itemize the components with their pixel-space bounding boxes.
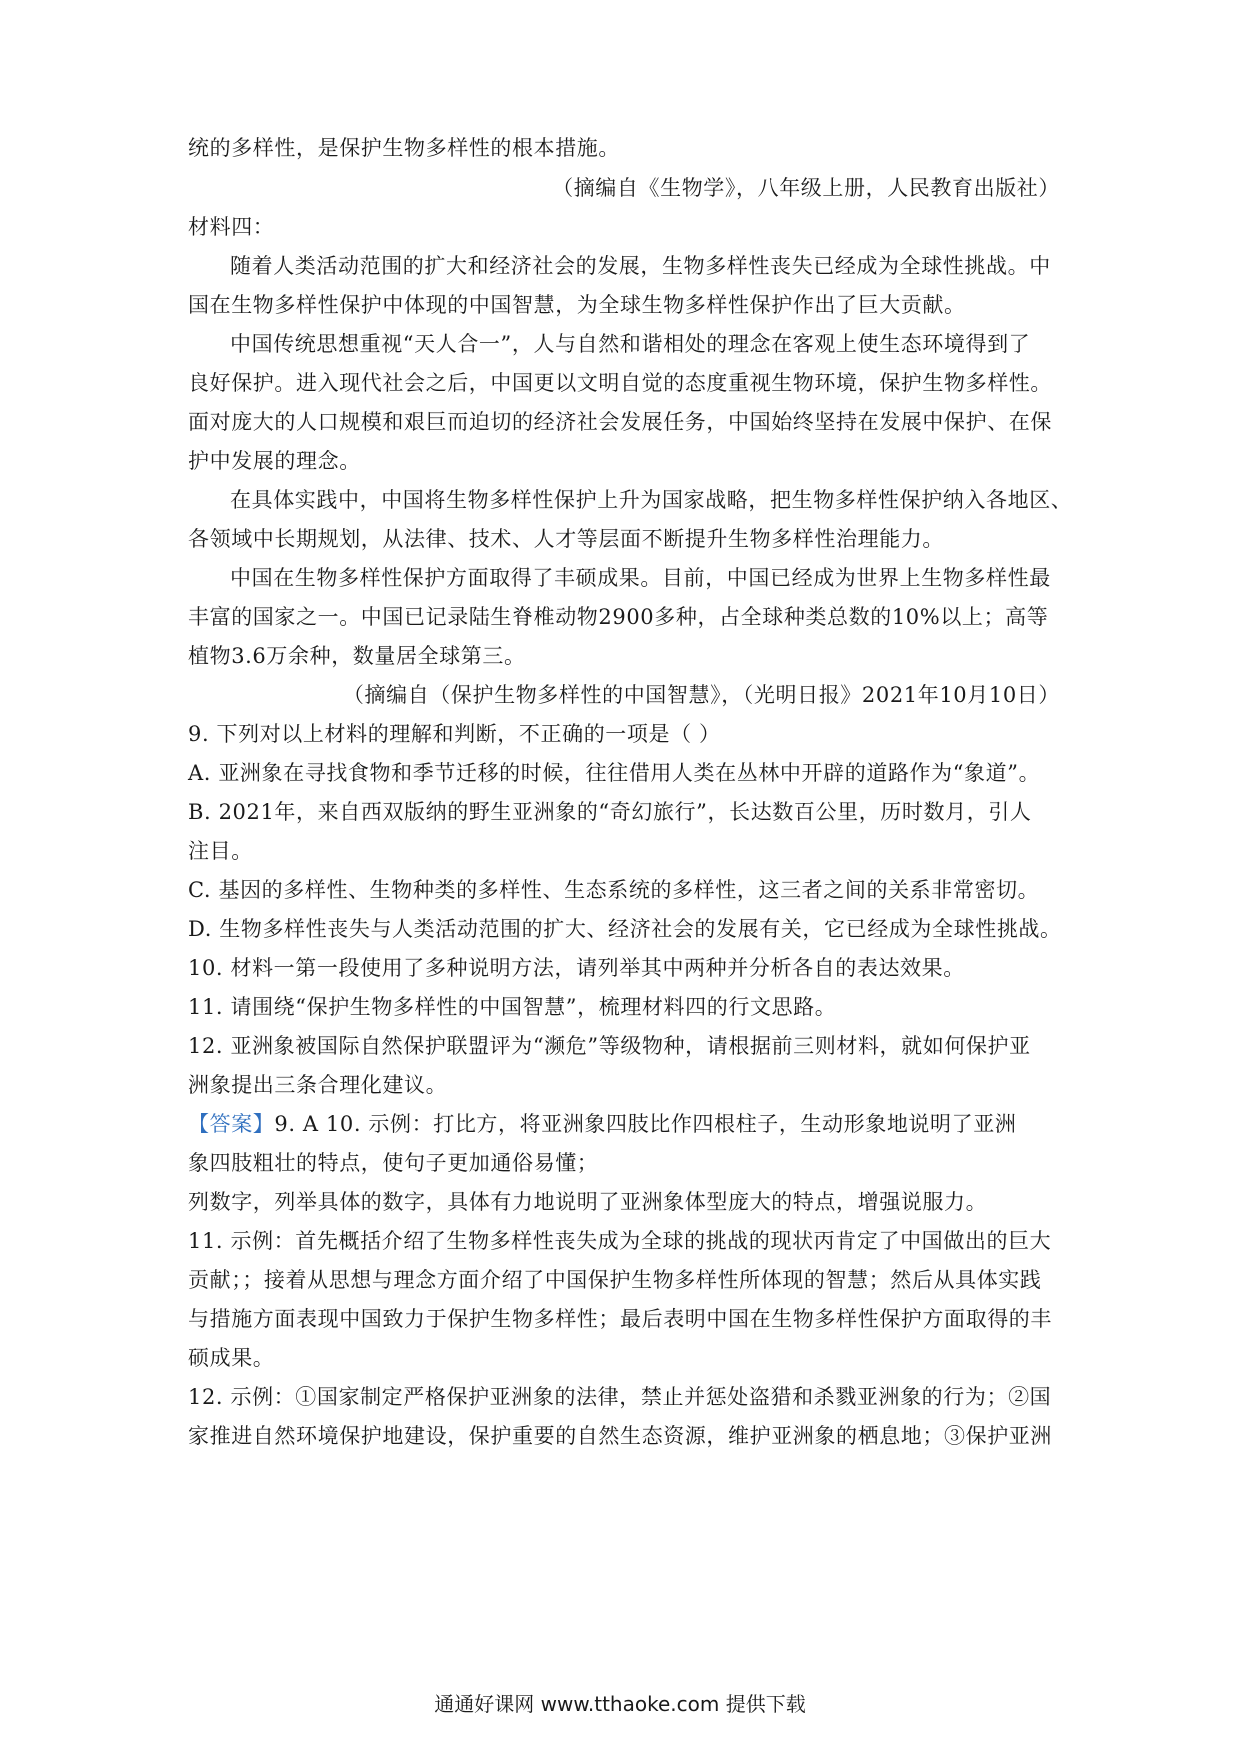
text-line: 面对庞大的人口规模和艰巨而迫切的经济社会发展任务，中国始终坚持在发展中保护、在保 (188, 410, 1052, 434)
text-line: 随着人类活动范围的扩大和经济社会的发展，生物多样性丧失已经成为全球性挑战。中 (230, 254, 1051, 278)
answer-tag: 【答案】 (188, 1112, 275, 1136)
answer-line: 家推进自然环境保护地建设，保护重要的自然生态资源，维护亚洲象的栖息地；③保护亚洲 (188, 1424, 1052, 1448)
text-line: 中国传统思想重视“天人合一”，人与自然和谐相处的理念在客观上使生态环境得到了 (230, 332, 1031, 356)
answer-line: 象四肢粗壮的特点，使句子更加通俗易懂； (188, 1151, 599, 1175)
option-d: D. 生物多样性丧失与人类活动范围的扩大、经济社会的发展有关，它已经成为全球性挑战。 (188, 917, 1062, 941)
text-line: 良好保护。进入现代社会之后，中国更以文明自觉的态度重视生物环境，保护生物多样性。 (188, 371, 1052, 395)
answer-line: 11. 示例：首先概括介绍了生物多样性丧失成为全球的挑战的现状丙肯定了中国做出的巨大 (188, 1229, 1052, 1253)
section-heading: 材料四： (188, 215, 275, 239)
text-line: 中国在生物多样性保护方面取得了丰硕成果。目前，中国已经成为世界上生物多样性最 (230, 566, 1051, 590)
text-line: 丰富的国家之一。中国已记录陆生脊椎动物2900多种，占全球种类总数的10%以上；高等 (188, 605, 1049, 629)
text-line: 各领域中长期规划，从法律、技术、人才等层面不断提升生物多样性治理能力。 (188, 527, 944, 551)
option-b-cont: 注目。 (188, 839, 253, 863)
answer-line: 贡献；；接着从思想与理念方面介绍了中国保护生物多样性所体现的智慧；然后从具体实践 (188, 1268, 1042, 1292)
answer-text: 9. A 10. 示例：打比方，将亚洲象四肢比作四根柱子，生动形象地说明了亚洲 (274, 1112, 1017, 1136)
source-citation: （摘编自（保护生物多样性的中国智慧》，（光明日报》2021年10月10日） (342, 683, 1060, 707)
text-line: 护中发展的理念。 (188, 449, 361, 473)
answer-line: 12. 示例：①国家制定严格保护亚洲象的法律，禁止并惩处盗猎和杀戮亚洲象的行为；②国 (188, 1385, 1052, 1409)
text-line: 统的多样性，是保护生物多样性的根本措施。 (188, 136, 620, 160)
answer-line: 硕成果。 (188, 1346, 275, 1370)
text-line: 在具体实践中，中国将生物多样性保护上升为国家战略，把生物多样性保护纳入各地区、 (230, 488, 1073, 512)
answer-line: 与措施方面表现中国致力于保护生物多样性；最后表明中国在生物多样性保护方面取得的丰 (188, 1307, 1052, 1331)
text-line: 植物3.6万余种，数量居全球第三。 (188, 644, 526, 668)
page-footer: 通通好课网 www.tthaoke.com 提供下载 (434, 1692, 806, 1716)
question-10: 10. 材料一第一段使用了多种说明方法，请列举其中两种并分析各自的表达效果。 (188, 956, 965, 980)
question-12: 12. 亚洲象被国际自然保护联盟评为“濒危”等级物种，请根据前三则材料，就如何保护亚 (188, 1034, 1031, 1058)
source-citation: （摘编自《生物学》，八年级上册，人民教育出版社） (552, 176, 1060, 200)
option-a: A. 亚洲象在寻找食物和季节迁移的时候，往往借用人类在丛林中开辟的道路作为“象道”。 (188, 761, 1041, 785)
answer-line: 列数字，列举具体的数字，具体有力地说明了亚洲象体型庞大的特点，增强说服力。 (188, 1190, 988, 1214)
answer-line (188, 1109, 1016, 1139)
question-12-cont: 洲象提出三条合理化建议。 (188, 1073, 448, 1097)
option-c: C. 基因的多样性、生物种类的多样性、生态系统的多样性，这三者之间的关系非常密切。 (188, 878, 1040, 902)
option-b: B. 2021年，来自西双版纳的野生亚洲象的“奇幻旅行”，长达数百公里，历时数月，引人 (188, 800, 1032, 824)
question-11: 11. 请围绕“保护生物多样性的中国智慧”，梳理材料四的行文思路。 (188, 995, 837, 1019)
question-9: 9. 下列对以上材料的理解和判断，不正确的一项是（ ） (188, 722, 721, 746)
text-line: 国在生物多样性保护中体现的中国智慧，为全球生物多样性保护作出了巨大贡献。 (188, 293, 966, 317)
